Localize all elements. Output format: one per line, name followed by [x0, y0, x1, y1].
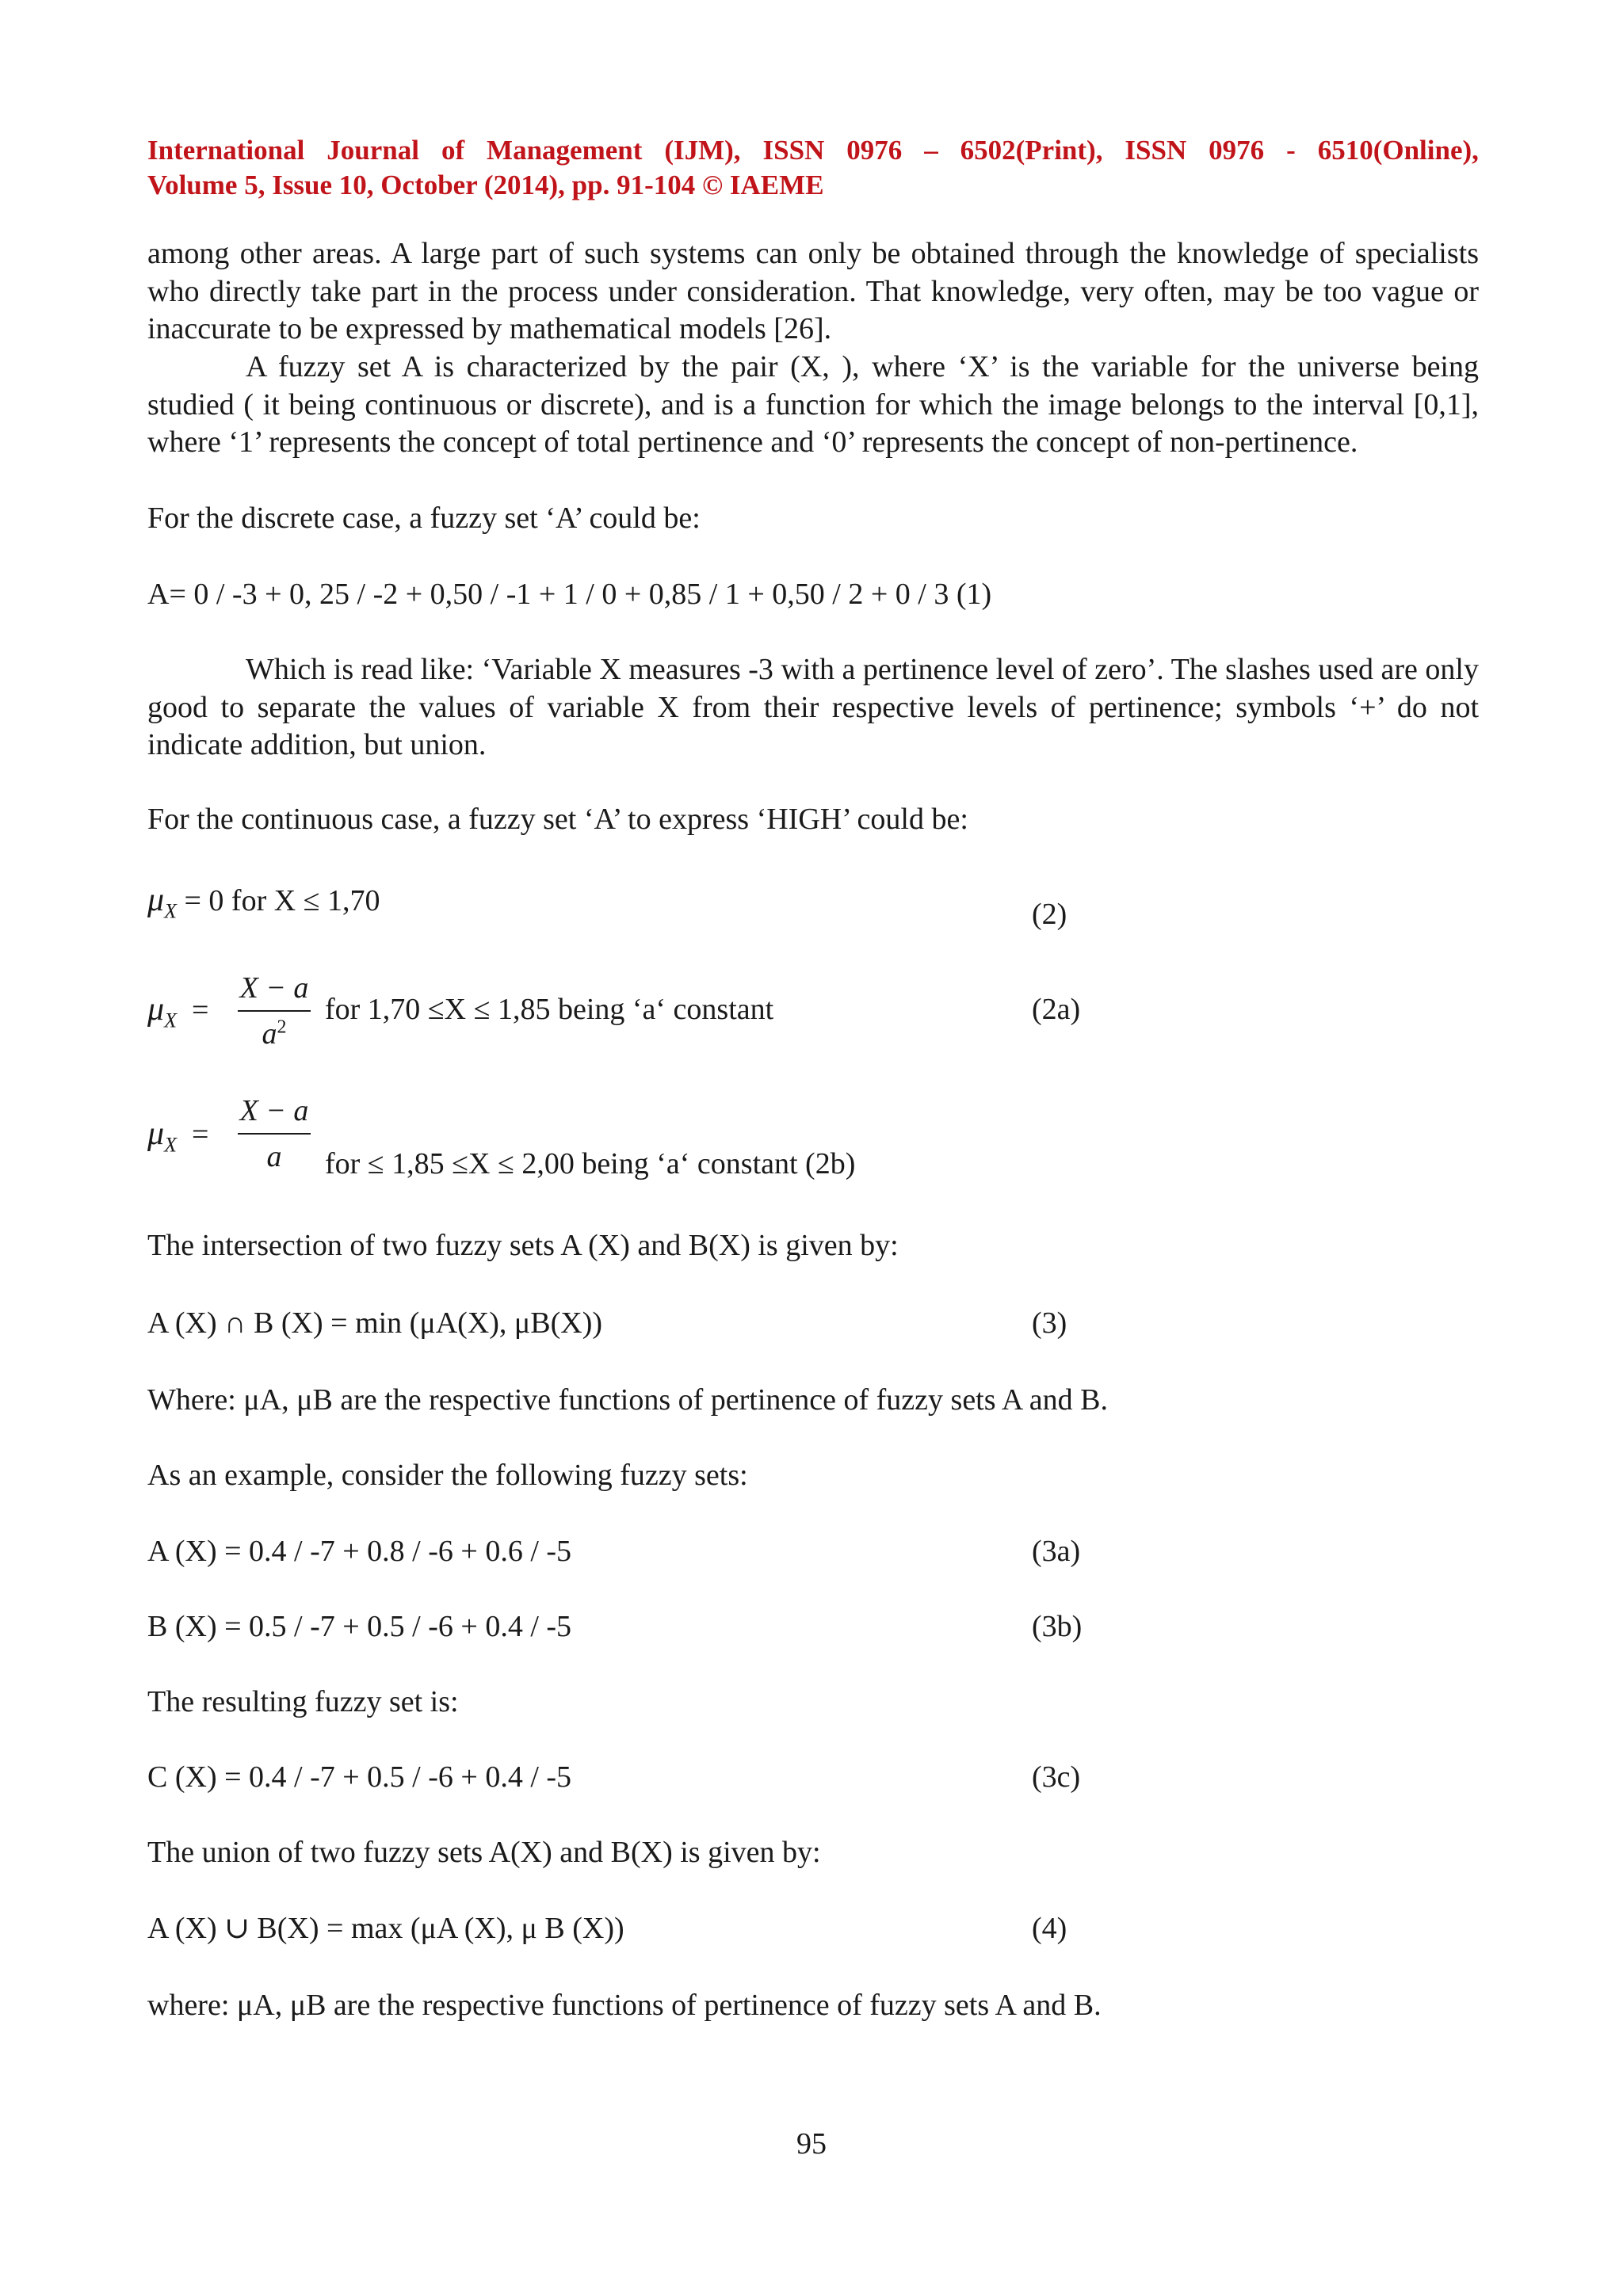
equation-3a: A (X) = 0.4 / -7 + 0.8 / -6 + 0.6 / -5 [147, 1535, 572, 1568]
equation-4-number: (4) [1032, 1912, 1067, 1945]
equation-2: $\mu_X = 0$ for X ≤ 1,70 [147, 882, 380, 923]
equation-3a-number: (3a) [1032, 1535, 1081, 1568]
equation-2b-fraction: X − a a [238, 1093, 311, 1174]
equation-3c-number: (3c) [1032, 1760, 1081, 1794]
paragraph-where-intersection: Where: μA, μB are the respective functions of pertinence of fuzzy sets A and B. [147, 1383, 1108, 1417]
paragraph-intro: among other areas. A large part of such systems can only be obtained through the knowledge of specialists who directly take part in the process under consideration. That knowledge, very often, may be too vague or inaccurate to be expressed by mathematical models [26]. [147, 237, 1479, 345]
fraction-bar [238, 1010, 311, 1012]
equation-2a-fraction: X − a $a^2$ [238, 971, 311, 1051]
equation-3-number: (3) [1032, 1306, 1067, 1340]
mu-symbol: $\mu_X$ [147, 1116, 177, 1157]
paragraph-intersection: The intersection of two fuzzy sets A (X) and B(X) is given by: [147, 1229, 899, 1262]
equation-2a-lhs: $\mu_X$ = [147, 991, 209, 1032]
journal-header-line1: International Journal of Management (IJM), ISSN 0976 – 6502(Print), ISSN 0976 - 6510(Online), [147, 135, 1479, 166]
paragraph-union: The union of two fuzzy sets A(X) and B(X) is given by: [147, 1836, 821, 1869]
equation-3b-number: (3b) [1032, 1610, 1083, 1643]
paragraph-continuous-case: For the continuous case, a fuzzy set ‘A’ to express ‘HIGH’ could be: [147, 803, 968, 836]
equation-3b: B (X) = 0.5 / -7 + 0.5 / -6 + 0.4 / -5 [147, 1610, 572, 1643]
mu-symbol: $\mu_X$ [147, 882, 177, 923]
equation-3c: C (X) = 0.4 / -7 + 0.5 / -6 + 0.4 / -5 [147, 1760, 572, 1794]
paragraph-fuzzy-set-definition: A fuzzy set A is characterized by the pair (X, ), where ‘X’ is the variable for the universe being studied ( it being continuous or discrete), and is a function for which the image belongs to the interval [0,1], where ‘1’ represents the concept of total pertinence and ‘0’ represents the concept of non-pertinence. [147, 350, 1479, 459]
equation-2a-condition: for 1,70 ≤X ≤ 1,85 being ‘a‘ constant [325, 993, 774, 1026]
mu-symbol: $\mu_X$ [147, 991, 177, 1032]
paragraph-resulting-set: The resulting fuzzy set is: [147, 1685, 459, 1718]
paragraph-where-union: where: μA, μB are the respective functions of pertinence of fuzzy sets A and B. [147, 1989, 1102, 2022]
equation-2-number: (2) [1032, 898, 1067, 931]
journal-header-line2: Volume 5, Issue 10, October (2014), pp. 91-104 © IAEME [147, 170, 824, 200]
equation-2a-number: (2a) [1032, 993, 1081, 1026]
paragraph-example: As an example, consider the following fuzzy sets: [147, 1459, 748, 1492]
equation-2b-condition: for ≤ 1,85 ≤X ≤ 2,00 being ‘a‘ constant (2b) [325, 1147, 856, 1180]
equation-2b-lhs: $\mu_X$ = [147, 1116, 209, 1157]
fraction-bar [238, 1133, 311, 1135]
equation-3: A (X) ∩ B (X) = min (μA(X), μB(X)) [147, 1306, 603, 1340]
equation-4: A (X) ∪ B(X) = max (μA (X), μ B (X)) [147, 1912, 624, 1945]
paragraph-discrete-case: For the discrete case, a fuzzy set ‘A’ could be: [147, 502, 701, 535]
equation-1: A= 0 / -3 + 0, 25 / -2 + 0,50 / -1 + 1 / 0 + 0,85 / 1 + 0,50 / 2 + 0 / 3 (1) [147, 578, 992, 611]
page-number: 95 [796, 2127, 827, 2161]
paragraph-read-like: Which is read like: ‘Variable X measures -3 with a pertinence level of zero’. The slashes used are only good to separate the values of variable X from their respective levels of pertinence; symbols ‘+’ do not indicate addition, but union. [147, 653, 1479, 761]
